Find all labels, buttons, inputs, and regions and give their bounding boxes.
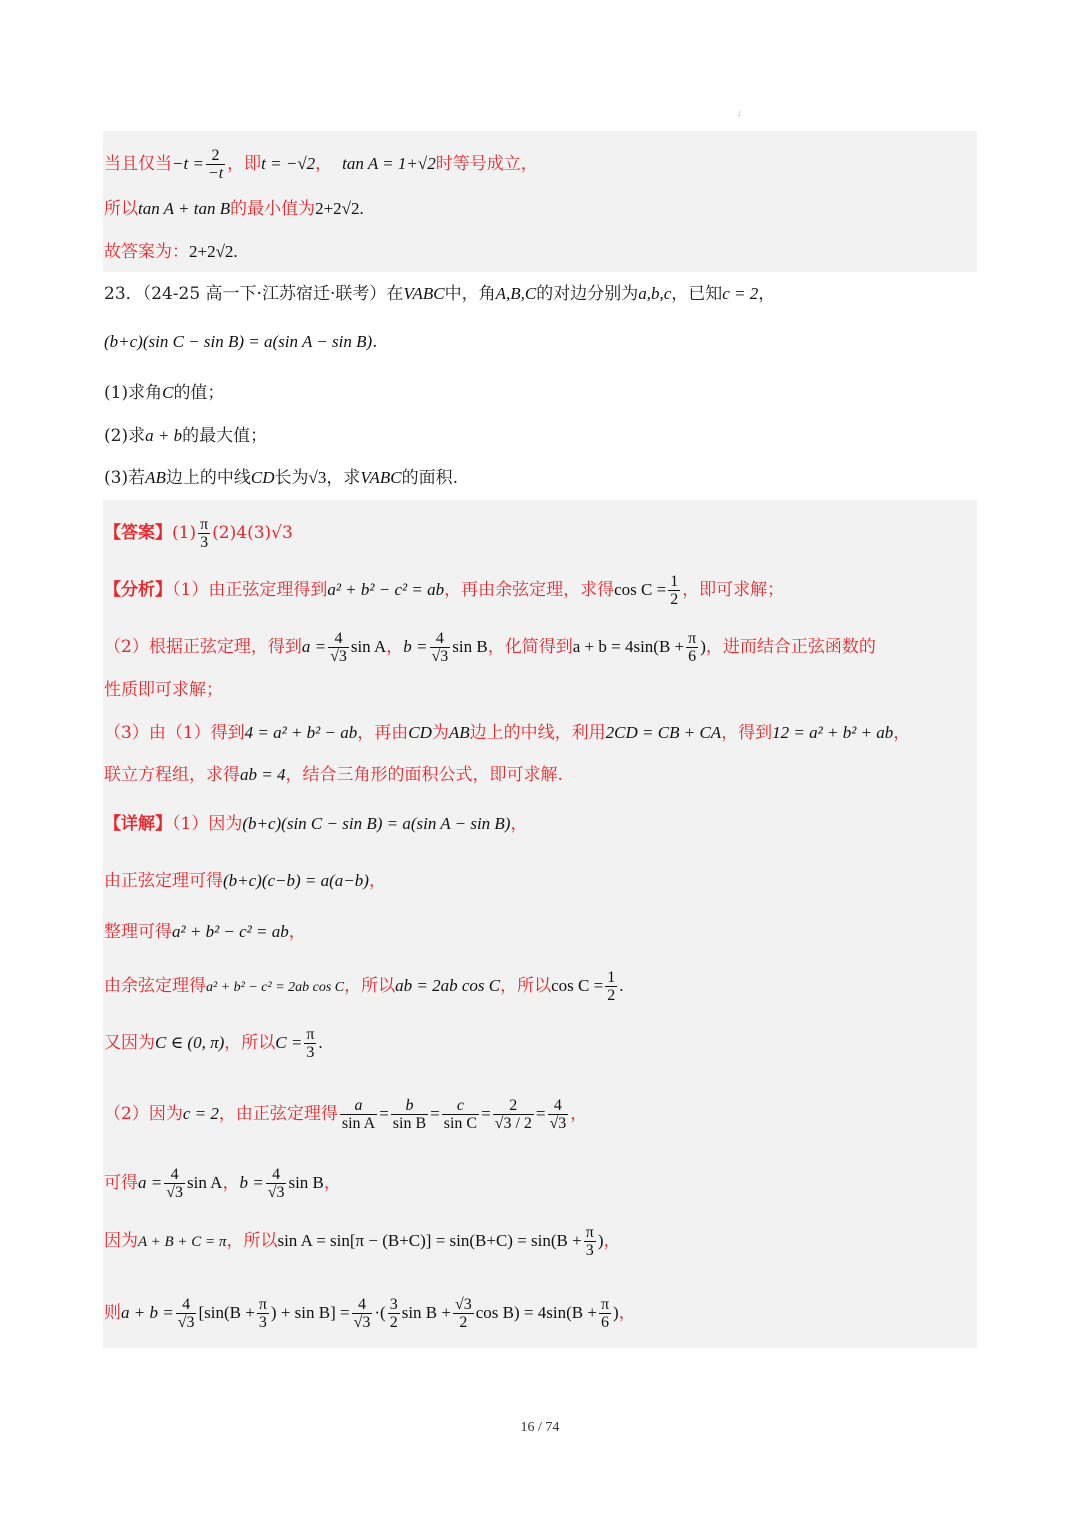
- detail-line-5: 又因为C ∈ (0, π)，所以C = $\frac{\pi}{3}$ .: [104, 1026, 323, 1061]
- detail-line-6: （2）因为c = 2，由正弦定理得 $\frac{a}{\text{sin A}}$ = $\frac{b}{\text{sin B}}$ = $\frac{c}{\text{sin C}}$ = $\frac{2}{√3 / 2}$ = $\frac{4}{√3}$ ，: [104, 1097, 588, 1132]
- detail-line-4: 由余弦定理得a² + b² − c² = 2ab cos C，所以ab = 2ab cos C，所以cos C = $\frac{1}{2}$ .: [104, 969, 624, 1004]
- detail-line-8: 因为A + B + C = π，所以sin A = sin[π − (B+C)] = sin(B+C) = sin(B + $\frac{\pi}{3}$ )，: [104, 1224, 621, 1259]
- header-mark: ;: [738, 108, 741, 117]
- detail-line-9: 则a + b = $\frac{4}{√3}$ [sin(B + $\frac{\pi}{3}$ ) + sin B] = $\frac{4}{√3}$ ·( $\frac{3}{2}$ sin B + $\frac{√3}{2}$ cos B) = 4sin(B + $\frac{\pi}{6}$ )，: [104, 1296, 636, 1331]
- question-2: (2)求a + b的最大值；: [104, 426, 268, 446]
- problem-line-1: 23．（24-25 高一下·江苏宿迁·联考）在VABC中，角A,B,C的对边分别为a,b,c，已知c = 2，: [104, 284, 776, 304]
- detail-line-7: 可得a = $\frac{4}{√3}$ sin A，b = $\frac{4}{√3}$ sin B，: [104, 1166, 341, 1201]
- question-1: (1)求角C的值；: [104, 383, 225, 403]
- detail-line-2: 由正弦定理可得(b+c)(c−b) = a(a−b)，: [104, 871, 386, 891]
- analysis-line-2: （2）根据正弦定理，得到a = $\frac{4}{√3}$ sin A，b = $\frac{4}{√3}$ sin B，化简得到a + b = 4sin(B + $\frac{\pi}{6}$ )，进而结合正弦函数的: [104, 630, 876, 665]
- question-3: (3)若AB边上的中线CD长为√3，求VABC的面积.: [104, 468, 458, 488]
- analysis-line-5: 联立方程组，求得ab = 4，结合三角形的面积公式，即可求解.: [104, 765, 563, 785]
- detail-line-1: 【详解】（1）因为(b+c)(sin C − sin B) = a(sin A − sin B)，: [104, 814, 528, 834]
- prev-line-1: 当且仅当−t = $\frac{2}{-t}$ ，即t = −√2， tan A = 1+√2时等号成立，: [104, 147, 538, 182]
- analysis-line-4: （3）由（1）得到4 = a² + b² − ab，再由CD为AB边上的中线，利用2CD = CB + CA，得到12 = a² + b² + ab，: [104, 723, 911, 743]
- analysis-line-1: 【分析】（1）由正弦定理得到a² + b² − c² = ab，再由余弦定理，求得cos C = $\frac{1}{2}$ ，即可求解；: [104, 573, 785, 608]
- prev-line-2: 所以tan A + tan B的最小值为2+2√2.: [104, 199, 364, 219]
- prev-line-3: 故答案为：2+2√2.: [104, 242, 238, 262]
- page-number: 16 / 74: [520, 1420, 560, 1435]
- analysis-line-3: 性质即可求解；: [104, 680, 223, 700]
- problem-line-2: (b+c)(sin C − sin B) = a(sin A − sin B).: [104, 332, 378, 352]
- detail-line-3: 整理可得a² + b² − c² = ab，: [104, 922, 306, 942]
- answer-line: 【答案】(1) $\frac{\pi}{3}$ (2)4(3)√3: [104, 516, 293, 551]
